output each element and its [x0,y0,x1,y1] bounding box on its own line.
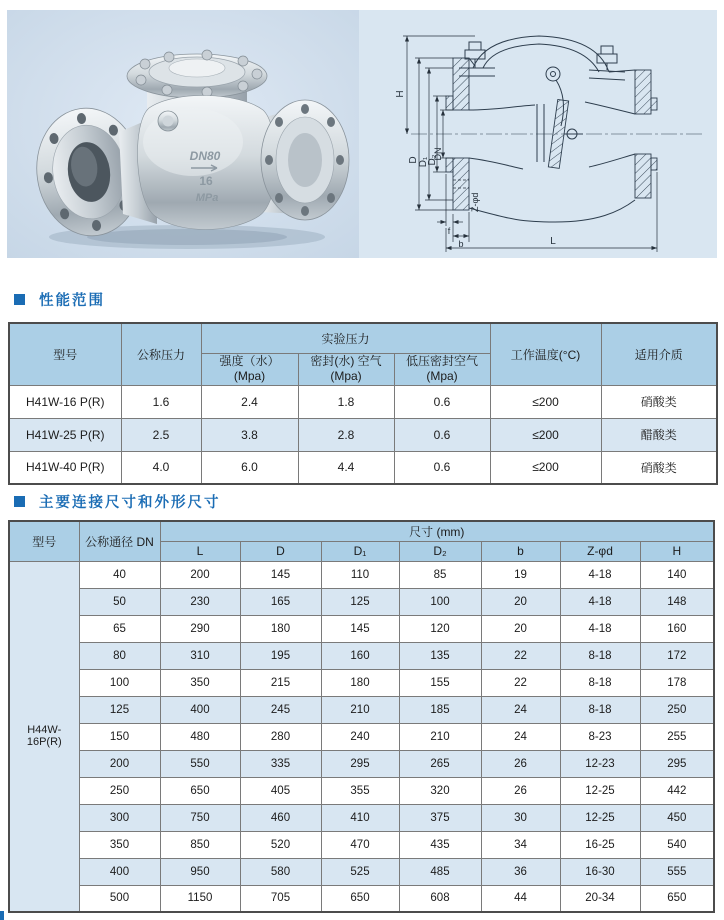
cell: 135 [399,642,481,669]
cell: 36 [481,858,560,885]
cell: 30 [481,804,560,831]
table-row [9,696,714,723]
product-photo [7,10,359,258]
cell: 405 [240,777,321,804]
table-row [9,723,714,750]
dim-label-H: H [395,90,406,98]
header-model: 型号 [9,323,121,385]
cell: 470 [321,831,399,858]
cell: 硝酸类 [601,385,717,418]
performance-table [8,322,718,485]
cell: 310 [160,642,240,669]
table-row [9,831,714,858]
cell: 8-23 [560,723,640,750]
cell: 醋酸类 [601,418,717,451]
cell: ≤200 [490,418,601,451]
table-row [9,588,714,615]
cell: 250 [640,696,714,723]
cell: 320 [399,777,481,804]
dimensions-table-head [9,521,714,561]
cell: 460 [240,804,321,831]
cell: 3.8 [201,418,298,451]
cell: 355 [321,777,399,804]
cell: 20-34 [560,885,640,912]
cell: 485 [399,858,481,885]
cell: 400 [160,696,240,723]
cell: 8-18 [560,642,640,669]
table-row [9,804,714,831]
table-row [9,418,717,451]
header-strength: 强度（水） (Mpa) [201,353,298,385]
cell: 200 [79,750,160,777]
cell: 210 [321,696,399,723]
cell: 210 [399,723,481,750]
table-row [9,750,714,777]
table-row [9,777,714,804]
section-title: 性能范围 [39,293,105,309]
cell: 540 [640,831,714,858]
cell: 350 [79,831,160,858]
section-bullet-icon [14,294,25,305]
table-row [9,451,717,484]
header-test-pressure: 实验压力 [201,323,490,353]
cell: 1.8 [298,385,394,418]
cell: 145 [321,615,399,642]
cell: 40 [79,561,160,588]
cell: 0.6 [394,385,490,418]
cell: 24 [481,696,560,723]
cell: 4.0 [121,451,201,484]
header-seal: 密封(水) 空气 (Mpa) [298,353,394,385]
header-D2: D₂ [399,541,481,561]
cell: 215 [240,669,321,696]
table-row [9,561,714,588]
cell: 290 [160,615,240,642]
cell: 400 [79,858,160,885]
table-row [9,521,714,541]
header-H: H [640,541,714,561]
cell: 0.6 [394,418,490,451]
cell: 16-25 [560,831,640,858]
dim-label-b: b [458,239,464,249]
dim-label-D: D [408,156,419,164]
header-D: D [240,541,321,561]
cell: 245 [240,696,321,723]
cell: 4-18 [560,588,640,615]
cell: 100 [79,669,160,696]
cell: 80 [79,642,160,669]
cell: 750 [160,804,240,831]
cell: 50 [79,588,160,615]
drawing-body [459,36,635,222]
table-row [9,858,714,885]
dimensions-table [8,520,715,913]
cell: 148 [640,588,714,615]
cell: 200 [160,561,240,588]
cell: 2.8 [298,418,394,451]
table-row [9,615,714,642]
cell: ≤200 [490,385,601,418]
cell: 650 [321,885,399,912]
cell: 480 [160,723,240,750]
section-title: 主要连接尺寸和外形尺寸 [39,495,221,511]
cell: 180 [321,669,399,696]
dimension-lines [403,36,657,252]
table-row [9,885,714,912]
cell: 44 [481,885,560,912]
cell: 65 [79,615,160,642]
header-size-mm: 尺寸 (mm) [160,521,714,541]
table-row [9,323,717,353]
dimensions-table-body [9,561,714,912]
cell: 435 [399,831,481,858]
cell: 850 [160,831,240,858]
cell: 0.6 [394,451,490,484]
cell: 280 [240,723,321,750]
cell: 110 [321,561,399,588]
cell: 100 [399,588,481,615]
cell: 185 [399,696,481,723]
cell: H41W-40 P(R) [9,451,121,484]
cell: 240 [321,723,399,750]
cell: 650 [640,885,714,912]
dim-label-L: L [550,236,556,247]
cell: 520 [240,831,321,858]
dim-label-f: f [447,226,451,236]
stamp-size-text: DN80 [189,149,221,163]
cell: 580 [240,858,321,885]
cell: 180 [240,615,321,642]
header-b: b [481,541,560,561]
cell: 120 [399,615,481,642]
performance-table-head [9,323,717,385]
stamp-unit-text: MPa [195,192,219,204]
header-model: 型号 [9,521,79,561]
cell: 2.4 [201,385,298,418]
cell: 608 [399,885,481,912]
header-medium: 适用介质 [601,323,717,385]
cell: 4.4 [298,451,394,484]
cell: 6.0 [201,451,298,484]
cell: 295 [321,750,399,777]
cell: 8-18 [560,669,640,696]
header-D1: D₁ [321,541,399,561]
cell: 255 [640,723,714,750]
cell: 295 [640,750,714,777]
cell: 950 [160,858,240,885]
cell: 178 [640,669,714,696]
technical-drawing [357,10,717,258]
header-working-temp: 工作温度(°C) [490,323,601,385]
dim-label-DN: DN [433,147,443,161]
cell: 4-18 [560,615,640,642]
cell: 160 [321,642,399,669]
cell: 195 [240,642,321,669]
cell: ≤200 [490,451,601,484]
stamp-pn-text: 16 [199,174,213,188]
cell: 145 [240,561,321,588]
cell: H41W-25 P(R) [9,418,121,451]
cell: 22 [481,669,560,696]
cell: 34 [481,831,560,858]
cell: 165 [240,588,321,615]
cell: 555 [640,858,714,885]
cell: 12-25 [560,804,640,831]
cell: 125 [79,696,160,723]
cell: 350 [160,669,240,696]
cell: 16-30 [560,858,640,885]
section-heading-dimensions [14,491,221,512]
section-heading-performance [14,289,105,310]
cell: 550 [160,750,240,777]
model-cell: H44W-16P(R) [9,561,79,912]
cell: 8-18 [560,696,640,723]
cell: 1150 [160,885,240,912]
cell: 85 [399,561,481,588]
cell: 4-18 [560,561,640,588]
dim-label-D2: D₂ [427,154,438,166]
dim-label-D1: D₁ [418,156,429,168]
cell: 19 [481,561,560,588]
cell: 300 [79,804,160,831]
cell: 230 [160,588,240,615]
cell: 375 [399,804,481,831]
cell: 12-23 [560,750,640,777]
cell: 150 [79,723,160,750]
cell: 705 [240,885,321,912]
cell: 140 [640,561,714,588]
cell: 20 [481,615,560,642]
cell: 20 [481,588,560,615]
header-dn: 公称通径 DN [79,521,160,561]
performance-table-body [9,385,717,484]
cell: 450 [640,804,714,831]
cell: 335 [240,750,321,777]
cell: 172 [640,642,714,669]
cell: 2.5 [121,418,201,451]
cell: 1.6 [121,385,201,418]
cell: 442 [640,777,714,804]
cell: H41W-16 P(R) [9,385,121,418]
cell: 500 [79,885,160,912]
cell: 250 [79,777,160,804]
header-low-seal: 低压密封空气 (Mpa) [394,353,490,385]
cell: 24 [481,723,560,750]
header-nominal-pressure: 公称压力 [121,323,201,385]
cell: 12-25 [560,777,640,804]
dim-label-Zd: Z-φd [470,192,480,212]
cell: 125 [321,588,399,615]
cell: 硝酸类 [601,451,717,484]
header-Zd: Z-φd [560,541,640,561]
cell: 160 [640,615,714,642]
cell: 22 [481,642,560,669]
cell: 410 [321,804,399,831]
table-row [9,385,717,418]
cell: 265 [399,750,481,777]
cell: 26 [481,777,560,804]
cell: 155 [399,669,481,696]
table-row [9,669,714,696]
section-bullet-icon [14,496,25,507]
cell: 525 [321,858,399,885]
cell: 26 [481,750,560,777]
cell: 650 [160,777,240,804]
banner [7,10,717,258]
page-edge-mark [0,911,4,920]
right-flange [261,100,349,220]
header-L: L [160,541,240,561]
table-row [9,642,714,669]
